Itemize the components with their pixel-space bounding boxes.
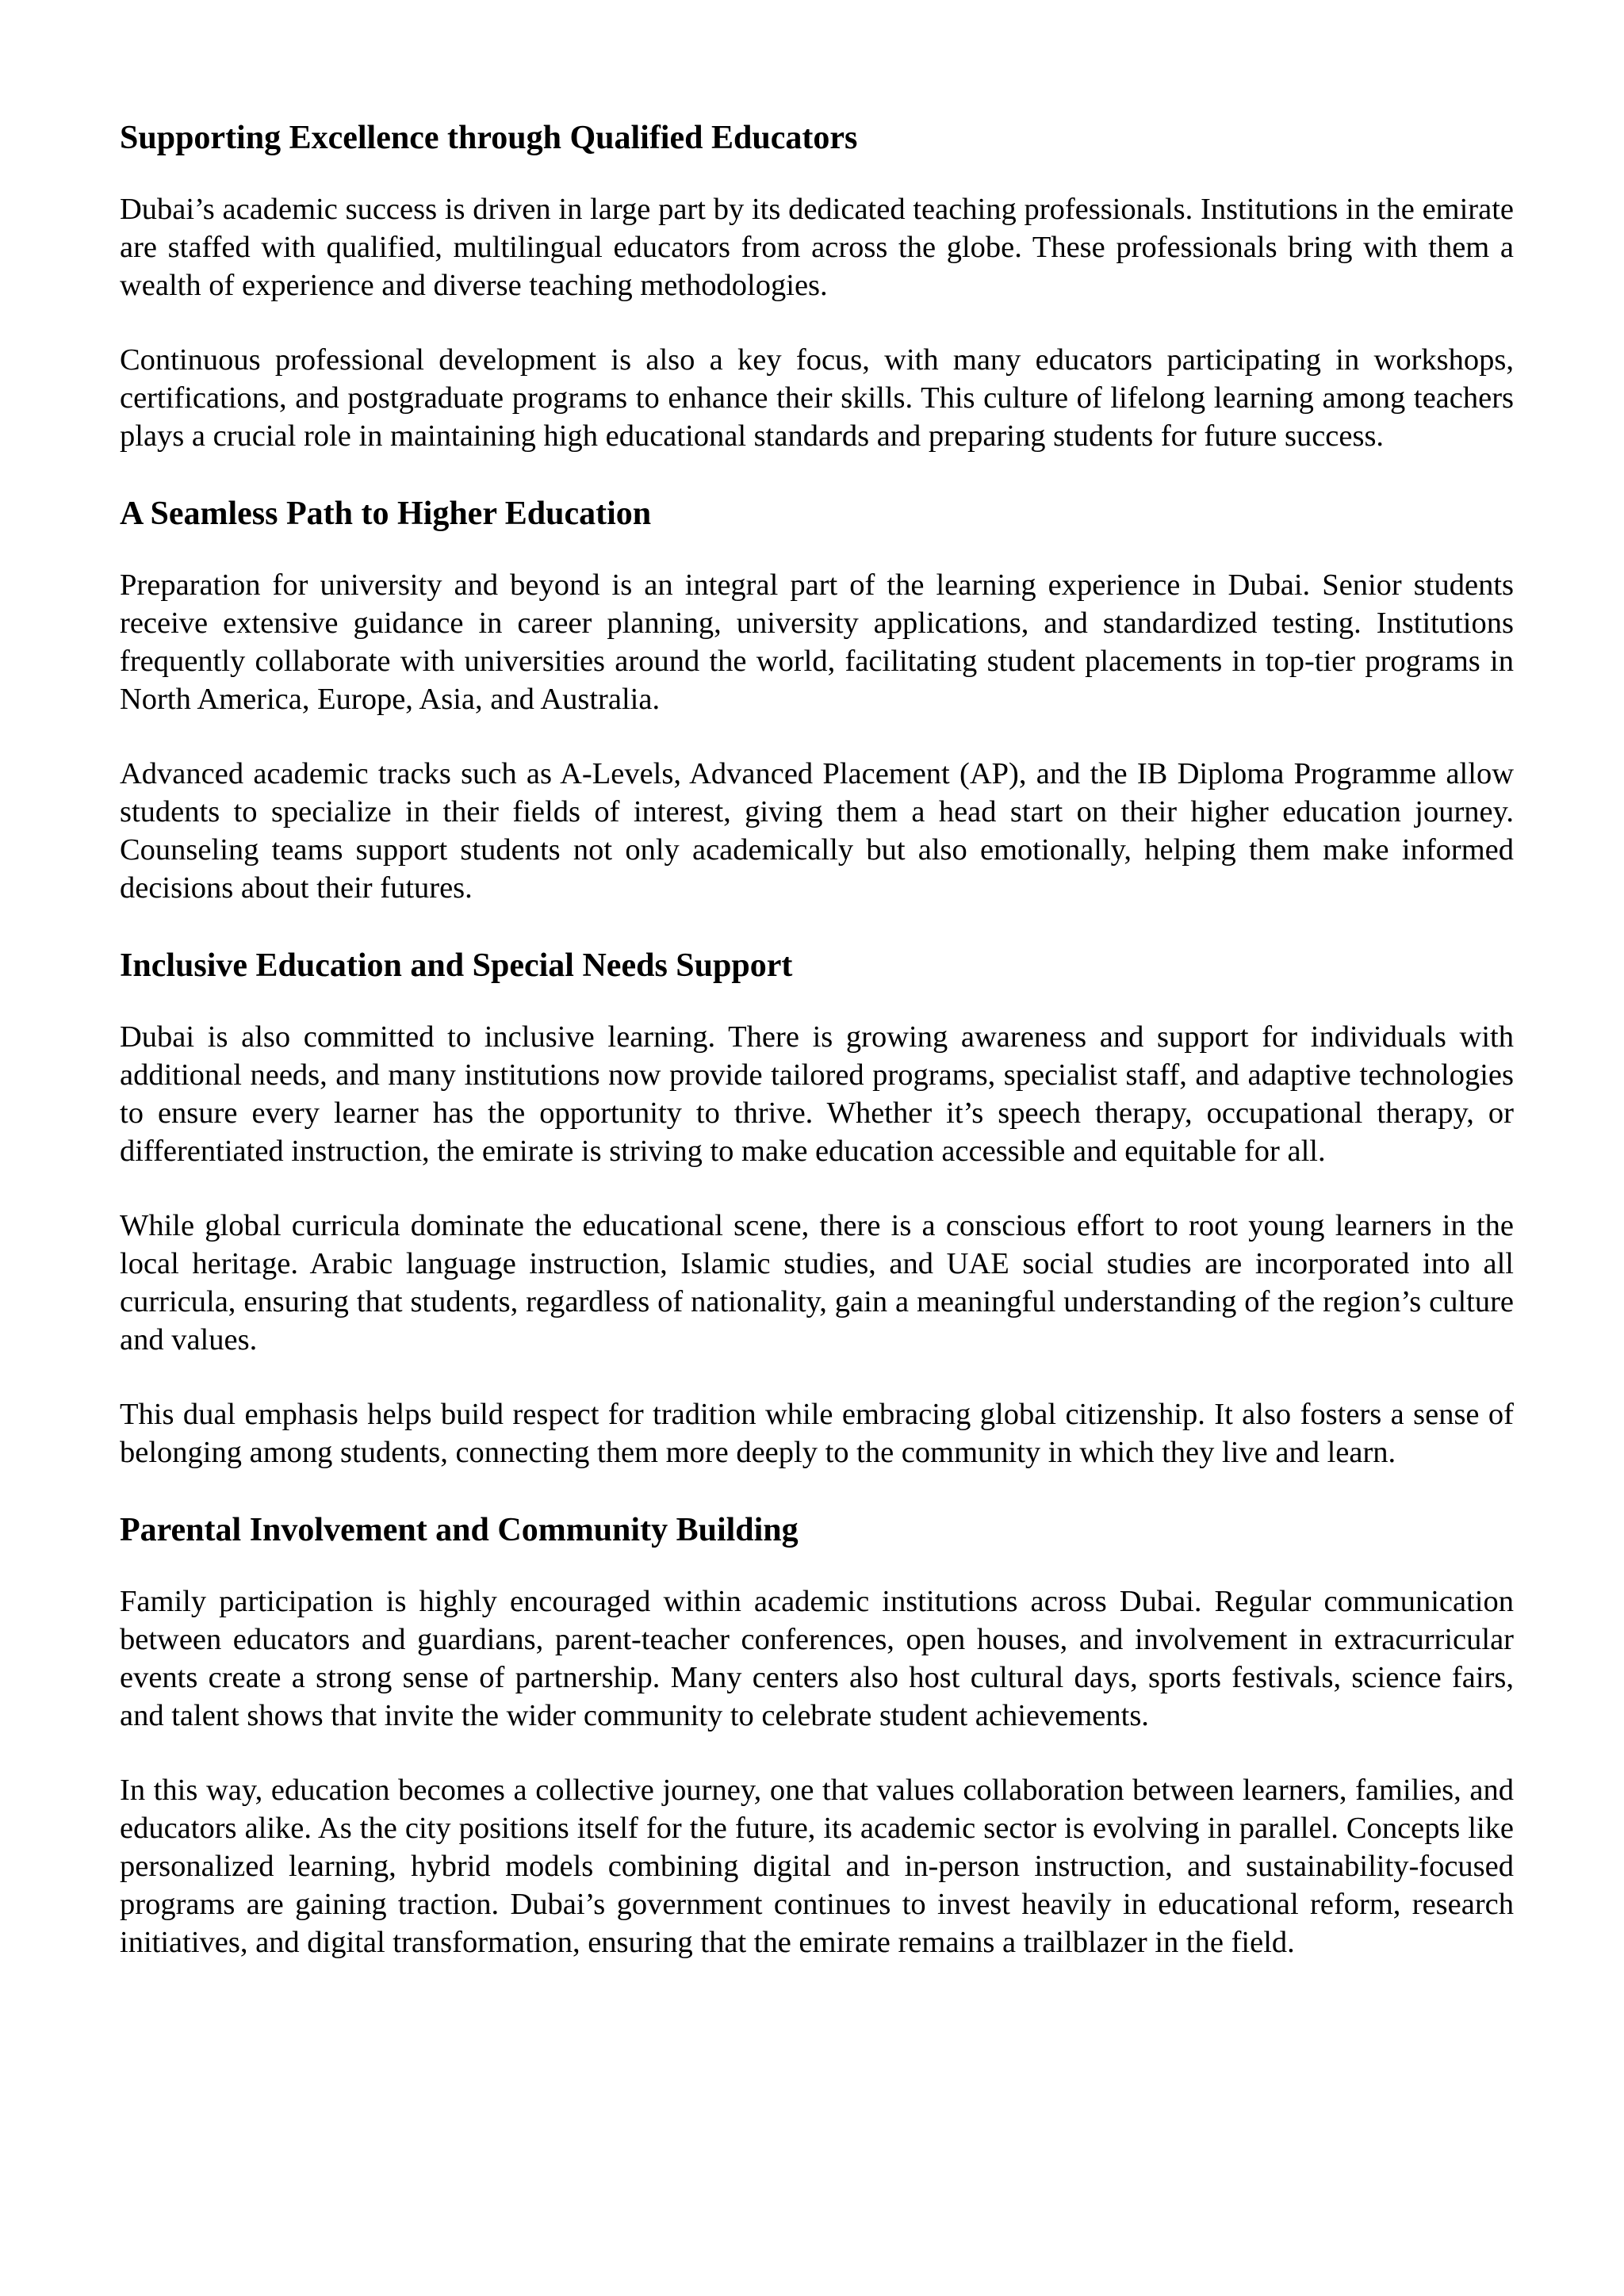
- paragraph: Preparation for university and beyond is an integral part of the learning experience in Dubai. Senior students receive extensive guidance in career planning, university applications, and standardized testing. Institutions frequently collaborate with universities around the world, facilitating student placements in top-tier programs in North America, Europe, Asia, and Australia.: [120, 568, 1514, 716]
- paragraph: Continuous professional development is also a key focus, with many educators participating in workshops, certifications, and postgraduate programs to enhance their skills. This culture of lifelong learning among teachers plays a crucial role in maintaining high educational standards and preparing students for future success.: [120, 343, 1514, 453]
- paragraph: In this way, education becomes a collective journey, one that values collaboration between learners, families, and educators alike. As the city positions itself for the future, its academic sector is evolving in parallel. Concepts like personalized learning, hybrid models combining digital and in-person instruction, and sustainability-focused programs are gaining traction. Dubai’s government continues to invest heavily in educational reform, research initiatives, and digital transformation, ensuring that the emirate remains a trailblazer in the field.: [120, 1774, 1514, 1959]
- section-heading: Parental Involvement and Community Building: [120, 1512, 799, 1548]
- document-page: [120, 117, 1514, 1999]
- paragraph: This dual emphasis helps build respect for tradition while embracing global citizenship. It also fosters a sense of belonging among students, connecting them more deeply to the community in which they live and learn.: [120, 1398, 1514, 1469]
- paragraph: Advanced academic tracks such as A-Levels, Advanced Placement (AP), and the IB Diploma Programme allow students to specialize in their fields of interest, giving them a head start on their higher education journey. Counseling teams support students not only academically but also emotionally, helping them make informed decisions about their futures.: [120, 757, 1514, 905]
- paragraph: Dubai is also committed to inclusive learning. There is growing awareness and support for individuals with additional needs, and many institutions now provide tailored programs, specialist staff, and adaptive technologies to ensure every learner has the opportunity to thrive. Whether it’s speech therapy, occupational therapy, or differentiated instruction, the emirate is striving to make education accessible and equitable for all.: [120, 1020, 1514, 1168]
- section-heading: Inclusive Education and Special Needs Support: [120, 947, 793, 984]
- paragraph: While global curricula dominate the educational scene, there is a conscious effort to root young learners in the local heritage. Arabic language instruction, Islamic studies, and UAE social studies are incorporated into all curricula, ensuring that students, regardless of nationality, gain a meaningful understanding of the region’s culture and values.: [120, 1209, 1514, 1357]
- paragraph: Family participation is highly encouraged within academic institutions across Dubai. Regular communication between educators and guardians, parent-teacher conferences, open houses, and involvement in extracurricular events create a strong sense of partnership. Many centers also host cultural days, sports festivals, science fairs, and talent shows that invite the wider community to celebrate student achievements.: [120, 1585, 1514, 1732]
- section-higher-education: [120, 493, 1514, 907]
- section-inclusive-education: [120, 945, 1514, 1471]
- paragraph: Dubai’s academic success is driven in large part by its dedicated teaching professionals. Institutions in the emirate are staffed with qualified, multilingual educators from across the globe. These professionals bring with them a wealth of experience and diverse teaching methodologies.: [120, 193, 1514, 302]
- section-qualified-educators: [120, 117, 1514, 455]
- section-parental-involvement: [120, 1510, 1514, 1961]
- section-heading: Supporting Excellence through Qualified Educators: [120, 120, 858, 156]
- section-heading: A Seamless Path to Higher Education: [120, 496, 652, 532]
